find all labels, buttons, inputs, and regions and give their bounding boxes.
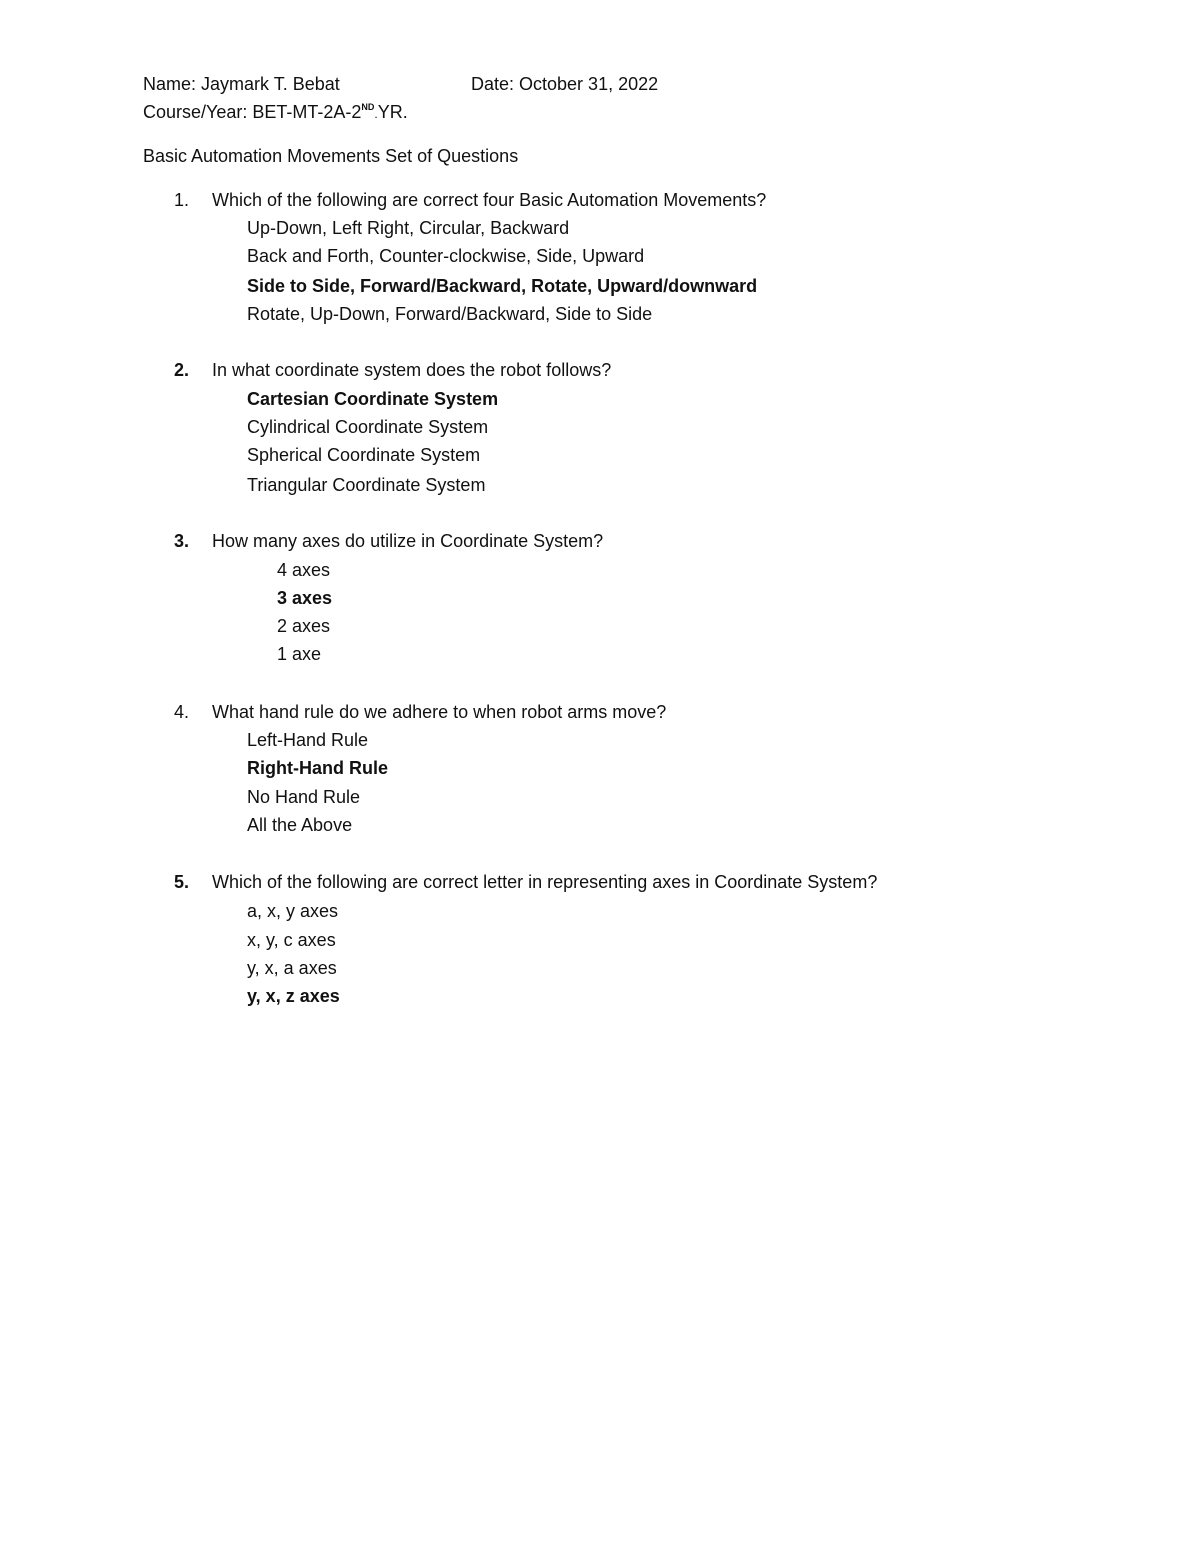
document-title: Basic Automation Movements Set of Questions: [143, 146, 519, 166]
answer-option: 2 axes: [277, 616, 331, 636]
course-year-prefix: Course/Year: BET-MT-2A-2: [143, 102, 362, 122]
question-number: 2.: [174, 360, 190, 380]
student-name: Name: Jaymark T. Bebat: [143, 74, 340, 94]
answer-option: No Hand Rule: [247, 787, 361, 807]
course-year-ordinal: ND: [361, 102, 375, 112]
answer-option: a, x, y axes: [247, 901, 339, 921]
answer-option: Triangular Coordinate System: [247, 475, 486, 495]
answer-option-correct: Side to Side, Forward/Backward, Rotate, Upward/downward: [247, 276, 758, 296]
question-text: In what coordinate system does the robot follows?: [212, 360, 612, 380]
document-date: Date: October 31, 2022: [471, 74, 659, 94]
answer-option: Up-Down, Left Right, Circular, Backward: [247, 218, 570, 238]
question-text: What hand rule do we adhere to when robot arms move?: [212, 702, 667, 722]
answer-option: x, y, c axes: [247, 930, 336, 950]
answer-option-correct: 3 axes: [277, 588, 333, 608]
answer-option: Left-Hand Rule: [247, 730, 369, 750]
course-year-suffix: YR.: [377, 102, 408, 122]
question-number: 5.: [174, 872, 190, 892]
question-text: Which of the following are correct four Basic Automation Movements?: [212, 190, 767, 210]
answer-option: Cylindrical Coordinate System: [247, 417, 489, 437]
course-year: [143, 101, 408, 125]
answer-option-correct: y, x, z axes: [247, 986, 340, 1006]
answer-option: Back and Forth, Counter-clockwise, Side, Upward: [247, 246, 645, 266]
question-number: 1.: [174, 190, 190, 210]
answer-option-correct: Right-Hand Rule: [247, 758, 388, 778]
question-text: Which of the following are correct letter in representing axes in Coordinate System?: [212, 872, 878, 892]
question-text: How many axes do utilize in Coordinate System?: [212, 531, 604, 551]
question-number: 3.: [174, 531, 190, 551]
answer-option: Spherical Coordinate System: [247, 445, 481, 465]
answer-option: y, x, a axes: [247, 958, 337, 978]
answer-option-correct: Cartesian Coordinate System: [247, 389, 499, 409]
answer-option: 1 axe: [277, 644, 322, 664]
question-number: 4.: [174, 702, 190, 722]
answer-option: All the Above: [247, 815, 353, 835]
answer-option: 4 axes: [277, 560, 331, 580]
answer-option: Rotate, Up-Down, Forward/Backward, Side to Side: [247, 304, 653, 324]
course-year-separator: .: [374, 107, 378, 121]
